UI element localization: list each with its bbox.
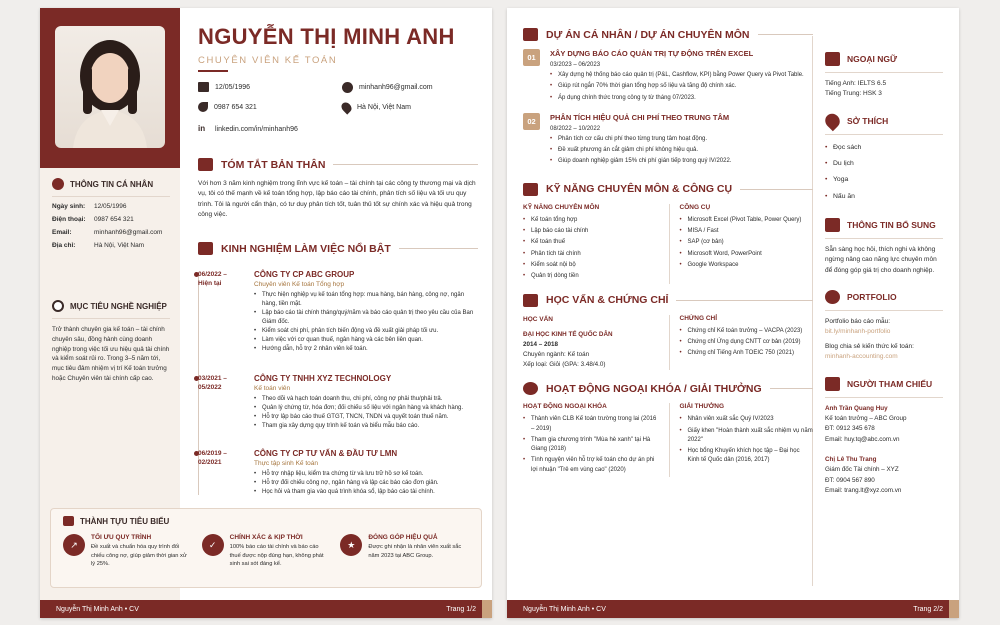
reference-entry [825, 455, 943, 497]
education-subheading: HỌC VẤN [523, 315, 553, 323]
duty-item: • Hỗ trợ lập báo cáo thuế GTGT, TNCN, TNDN và quyết toán thuế năm. [254, 413, 478, 422]
personal-info-section [52, 178, 170, 255]
blog-link[interactable]: minhanh-accounting.com [825, 353, 898, 361]
references-list [825, 404, 943, 497]
skill-item: • Phân tích tài chính [523, 250, 657, 259]
cv-page-2 [507, 8, 959, 618]
job-entry [198, 374, 478, 431]
objective-heading: MỤC TIÊU NGHỀ NGHIỆP [52, 300, 170, 312]
grade: Xếp loại: Giỏi (GPA: 3.48/4.0) [523, 361, 606, 369]
company-name: CÔNG TY CP ABC GROUP [254, 270, 355, 279]
project-bullet: • Áp dụng chính thức trong công ty từ tháng 07/2023. [550, 94, 804, 103]
dob-row: 12/05/1996 [198, 82, 250, 92]
personal-info-row [52, 229, 170, 236]
footer-name: Nguyễn Thị Minh Anh • CV [523, 605, 606, 613]
tools-list [680, 216, 814, 270]
achievement-item [63, 534, 192, 569]
tool-item: • SAP (cơ bản) [680, 238, 814, 247]
major: Chuyên ngành: Kế toán [523, 351, 590, 359]
field-label: Ngày sinh: [52, 203, 86, 210]
project-number: 02 [523, 113, 540, 130]
duty-item: • Quản lý chứng từ, hóa đơn; đối chiếu số liệu với ngân hàng và khách hàng. [254, 404, 478, 413]
summary-text: Với hơn 3 năm kinh nghiệm trong lĩnh vực kế toán – tài chính tại các công ty thương mại và dịch vụ, tôi có thế mạnh về kế toán tổng hợp, lập báo cáo tài chính, phân tích số liệu và tối ưu quy trình. Tôi là người cẩn thận, có tư duy phân tích tốt, tuân thủ tốt sự chính xác và hiệu quả trong công việc. [198, 180, 476, 219]
achievements-heading: THÀNH TỰU TIÊU BIỂU [63, 516, 469, 526]
projects-list [523, 49, 813, 169]
footer-page-1 [40, 600, 492, 618]
reference-email[interactable]: Email: trang.lt@xyz.com.vn [825, 487, 902, 495]
achievement-title: CHÍNH XÁC & KỊP THỜI [229, 534, 303, 541]
project-date: 03/2023 – 06/2023 [550, 62, 601, 68]
target-icon [52, 300, 64, 312]
briefcase-icon [198, 242, 213, 255]
job-entry [198, 270, 478, 354]
project-date: 08/2022 – 10/2022 [550, 125, 601, 132]
duty-item: • Hỗ trợ đối chiếu công nợ, ngân hàng và lập các báo cáo đơn giản. [254, 479, 478, 488]
extra-info-text: Sẵn sàng học hỏi, thích nghi và không ngừng nâng cao năng lực chuyên môn để đóng góp giá trị cho doanh nghiệp. [825, 245, 937, 274]
field-label: Điện thoại: [52, 216, 86, 223]
cv-page-1 [40, 8, 492, 618]
activities-list [523, 415, 657, 475]
project-bullet: • Giúp rút ngắn 70% thời gian tổng hợp số liệu và tăng độ chính xác. [550, 82, 804, 91]
reference-name: Chị Lê Thu Trang [825, 456, 877, 464]
reference-phone: ĐT: 0904 567 890 [825, 476, 875, 484]
skills-heading: KỸ NĂNG CHUYÊN MÔN & CÔNG CỤ [523, 183, 813, 196]
job-date: 06/2019 – 02/2021 [198, 450, 227, 467]
company-name: CÔNG TY TNHH XYZ TECHNOLOGY [254, 374, 392, 383]
activities-columns [523, 403, 813, 477]
title-underline [198, 70, 228, 72]
personal-info-list [52, 203, 170, 249]
cert-item: • Chứng chỉ Ứng dụng CNTT cơ bản (2019) [680, 338, 814, 347]
project-bullet: • Phân tích cơ cấu chi phí theo từng trung tâm hoạt động. [550, 135, 731, 144]
cert-item: • Chứng chỉ Tiếng Anh TOEIC 750 (2021) [680, 349, 814, 358]
job-duties [254, 395, 478, 431]
job-role: Chuyên viên Kế toán Tổng hợp [254, 281, 345, 288]
divider [52, 318, 170, 319]
certs-list [680, 327, 814, 359]
achievement-text: 100% báo cáo tài chính và báo cáo thuế được nộp đúng hạn, không phát sinh sai sót đáng kể. [229, 544, 324, 568]
job-duties [254, 291, 478, 354]
side-column [825, 52, 943, 497]
award-item: • Giấy khen "Hoàn thành xuất sắc nhiệm vụ năm 2022" [680, 427, 814, 446]
duty-item: • Tham gia xây dựng quy trình kế toán và biểu mẫu báo cáo. [254, 422, 478, 431]
linkedin-icon: in [198, 124, 206, 133]
phone-row: 0987 654 321 [198, 102, 257, 112]
calendar-icon [198, 82, 209, 92]
language-item: Tiếng Trung: HSK 3 [825, 90, 882, 98]
certs-subheading: CHỨNG CHỈ [679, 314, 718, 322]
skill-item: • Kế toán tổng hợp [523, 216, 657, 225]
objective-text: Trở thành chuyên gia kế toán – tài chính chuyên sâu, đồng hành cùng doanh nghiệp trong việc tối ưu hiệu quả tài chính và kiểm soát rủi ro. Trong 3–5 năm tới, mục tiêu đảm nhiệm vị trí Kế toán trưởng hoặc Chuyên viên tài chính cấp cao. [52, 326, 170, 382]
duty-item: • Lập báo cáo tài chính tháng/quý/năm và báo cáo quản trị theo yêu cầu của Ban Giám đốc. [254, 309, 478, 327]
personal-info-row [52, 242, 170, 249]
duty-item: • Làm việc với cơ quan thuế, ngân hàng và các bên liên quan. [254, 336, 478, 345]
field-value: 12/05/1996 [94, 203, 127, 210]
personal-info-row [52, 203, 170, 210]
cert-item: • Chứng chỉ Kế toán trưởng – VACPA (2023) [680, 327, 814, 336]
awards-subheading: GIẢI THƯỞNG [679, 403, 725, 411]
skills-columns [523, 204, 813, 284]
people-icon [825, 377, 840, 391]
summary-heading: TÓM TẮT BẢN THÂN [198, 158, 478, 171]
email-row: minhanh96@gmail.com [342, 82, 433, 93]
summary-section [198, 158, 478, 221]
reference-position: Giám đốc Tài chính – XYZ [825, 466, 899, 474]
globe-icon [825, 290, 840, 304]
objective-section [52, 300, 170, 384]
project-entry [523, 113, 813, 169]
project-bullet: • Giúp doanh nghiệp giảm 15% chi phí gián tiếp trong quý IV/2022. [550, 157, 731, 166]
footer-page-number: Trang 2/2 [913, 605, 943, 613]
tool-item: • Google Workspace [680, 261, 814, 270]
star-icon [523, 382, 538, 395]
achievement-title: TỐI ƯU QUY TRÌNH [91, 534, 152, 541]
tool-item: • Microsoft Excel (Pivot Table, Power Query) [680, 216, 814, 225]
reference-name: Anh Trần Quang Huy [825, 404, 888, 412]
duty-item: • Hỗ trợ nhập liệu, kiểm tra chứng từ và lưu trữ hồ sơ kế toán. [254, 470, 478, 479]
duty-item: • Theo dõi và hạch toán doanh thu, chi phí, công nợ phải thu/phải trả. [254, 395, 478, 404]
location-row: Hà Nội, Việt Nam [342, 102, 411, 113]
job-duties [254, 470, 478, 497]
language-icon [825, 52, 840, 66]
field-value: 0987 654 321 [94, 216, 134, 223]
footer-page-2 [507, 600, 959, 618]
field-label: Email: [52, 229, 72, 236]
skill-item: • Kiểm soát nội bộ [523, 261, 657, 270]
heart-icon [822, 111, 843, 132]
skill-item: • Lập báo cáo tài chính [523, 227, 657, 236]
education-heading: HỌC VẤN & CHỨNG CHỈ [523, 294, 813, 307]
hobby-item: • Yoga [825, 173, 943, 187]
main-column [523, 28, 813, 477]
job-body [254, 449, 478, 497]
portfolio-label: Portfolio báo cáo mẫu: [825, 318, 891, 326]
achievement-item [340, 534, 469, 569]
project-entry [523, 49, 813, 105]
graduation-cap-icon [523, 294, 538, 307]
reference-position: Kế toán trưởng – ABC Group [825, 414, 907, 422]
activity-item: • Tình nguyện viên hỗ trợ kế toán cho dự án phi lợi nhuận "Trẻ em vùng cao" (2020) [523, 456, 657, 475]
location-pin-icon [339, 100, 353, 114]
project-number: 01 [523, 49, 540, 66]
job-body [254, 270, 478, 354]
school-years: 2014 – 2018 [523, 341, 559, 349]
portfolio-link[interactable]: bit.ly/minhanh-portfolio [825, 328, 891, 336]
project-bullets [550, 135, 731, 167]
skills-list [523, 216, 657, 282]
skill-item: • Kế toán thuế [523, 238, 657, 247]
extra-info-heading: THÔNG TIN BỔ SUNG [825, 218, 943, 232]
achievement-item [202, 534, 331, 569]
school-name: ĐẠI HỌC KINH TẾ QUỐC DÂN [523, 330, 613, 338]
reference-email[interactable]: Email: huy.tq@abc.com.vn [825, 435, 900, 443]
project-bullets [550, 71, 804, 103]
duty-item: • Thực hiện nghiệp vụ kế toán tổng hợp: mua hàng, bán hàng, công nợ, ngân hàng, tiền mặt. [254, 291, 478, 309]
hobby-item: • Du lịch [825, 157, 943, 171]
hobbies-heading: SỞ THÍCH [825, 114, 943, 128]
achievement-text: Được ghi nhận là nhân viên xuất sắc năm 2023 tại ABC Group. [368, 544, 462, 559]
blog-label: Blog chia sẻ kiến thức kế toán: [825, 342, 914, 350]
job-date: 03/2021 – 05/2022 [198, 375, 227, 392]
project-bullet: • Đề xuất phương án cắt giảm chi phí không hiệu quả. [550, 146, 731, 155]
language-item: Tiếng Anh: IELTS 6.5 [825, 80, 887, 87]
awards-list [680, 415, 814, 465]
job-role: Thực tập sinh Kế toán [254, 460, 318, 467]
personal-info-heading: THÔNG TIN CÁ NHÂN [52, 178, 170, 190]
languages-list [825, 79, 943, 100]
tools-icon [523, 183, 538, 196]
project-title: PHÂN TÍCH HIỆU QUẢ CHI PHÍ THEO TRUNG TÂM [550, 112, 730, 122]
divider [52, 196, 170, 197]
profile-photo [55, 26, 165, 148]
achievements-list [63, 534, 469, 569]
activities-subheading: HOẠT ĐỘNG NGOẠI KHÓA [523, 403, 607, 411]
languages-heading: NGOẠI NGỮ [825, 52, 943, 66]
tools-subheading: CÔNG CỤ [679, 203, 711, 211]
reference-entry [825, 404, 943, 446]
achievement-text: Đề xuất và chuẩn hóa quy trình đối chiếu công nợ, giúp giảm thời gian xử lý 25%. [91, 544, 187, 568]
hobby-item: • Đọc sách [825, 141, 943, 155]
company-name: CÔNG TY CP TƯ VẤN & ĐẦU TƯ LMN [254, 449, 398, 458]
job-role: Kế toán viên [254, 385, 291, 392]
activity-item: • Thành viên CLB Kế toán trường trong lai (2016 – 2019) [523, 415, 657, 434]
field-label: Địa chỉ: [52, 242, 76, 249]
duty-item: • Hướng dẫn, hỗ trợ 2 nhân viên kế toán. [254, 345, 478, 354]
job-date: 06/2022 – Hiện tại [198, 271, 227, 288]
footer-page-number: Trang 1/2 [446, 605, 476, 613]
tool-item: • MISA / Fast [680, 227, 814, 236]
hobby-item: • Nấu ăn [825, 190, 943, 204]
linkedin-row: in linkedin.com/in/minhanh96 [198, 124, 298, 133]
check-icon: ✓ [202, 534, 224, 556]
award-item: • Học bổng Khuyến khích học tập – Đại học Kinh tế Quốc dân (2016, 2017) [680, 447, 814, 466]
duty-item: • Kiểm soát chi phí, phân tích biến động và đề xuất giải pháp tối ưu. [254, 327, 478, 336]
activities-heading: HOẠT ĐỘNG NGOẠI KHÓA / GIẢI THƯỞNG [523, 382, 813, 395]
personal-info-row [52, 216, 170, 223]
skill-item: • Quản trị dòng tiền [523, 272, 657, 281]
job-entry [198, 449, 478, 497]
achievements-box [50, 508, 482, 588]
activity-item: • Tham gia chương trình "Mùa hè xanh" tại Hà Giang (2018) [523, 436, 657, 455]
user-icon [52, 178, 64, 190]
portfolio-heading: PORTFOLIO [825, 290, 943, 304]
skills-subheading: KỸ NĂNG CHUYÊN MÔN [523, 203, 600, 211]
project-bullet: • Xây dựng hệ thống báo cáo quản trị (P&L, Cashflow, KPI) bằng Power Query và Pivot Table. [550, 71, 804, 80]
briefcase-icon [198, 158, 213, 171]
footer-name: Nguyễn Thị Minh Anh • CV [56, 605, 139, 613]
duty-item: • Học hỏi và tham gia vào quá trình khóa sổ, lập báo cáo tài chính. [254, 488, 478, 497]
tool-item: • Microsoft Word, PowerPoint [680, 250, 814, 259]
email-icon [342, 82, 353, 93]
hobbies-list [825, 141, 943, 204]
education-columns [523, 315, 813, 371]
achievement-title: ĐÓNG GÓP HIỆU QUẢ [368, 534, 438, 541]
pencil-icon [825, 218, 840, 232]
candidate-name: NGUYỄN THỊ MINH ANH [198, 24, 455, 49]
trophy-icon [63, 516, 74, 526]
award-icon: ★ [340, 534, 362, 556]
phone-icon [198, 102, 208, 112]
projects-heading: DỰ ÁN CÁ NHÂN / DỰ ÁN CHUYÊN MÔN [523, 28, 813, 41]
experience-heading: KINH NGHIỆM LÀM VIỆC NỔI BẬT [198, 242, 478, 255]
award-item: • Nhân viên xuất sắc Quý IV/2023 [680, 415, 814, 424]
field-value: Hà Nội, Việt Nam [94, 242, 145, 249]
reference-phone: ĐT: 0912 345 678 [825, 425, 875, 433]
chart-up-icon: ↗ [63, 534, 85, 556]
field-value: minhanh96@gmail.com [94, 229, 163, 236]
portfolio-block [825, 317, 943, 363]
job-title: CHUYÊN VIÊN KẾ TOÁN [198, 55, 338, 66]
project-title: XÂY DỰNG BÁO CÁO QUẢN TRỊ TỰ ĐỘNG TRÊN EXCEL [550, 49, 754, 58]
references-heading: NGƯỜI THAM CHIẾU [825, 377, 943, 391]
job-body [254, 374, 478, 431]
folder-icon [523, 28, 538, 41]
